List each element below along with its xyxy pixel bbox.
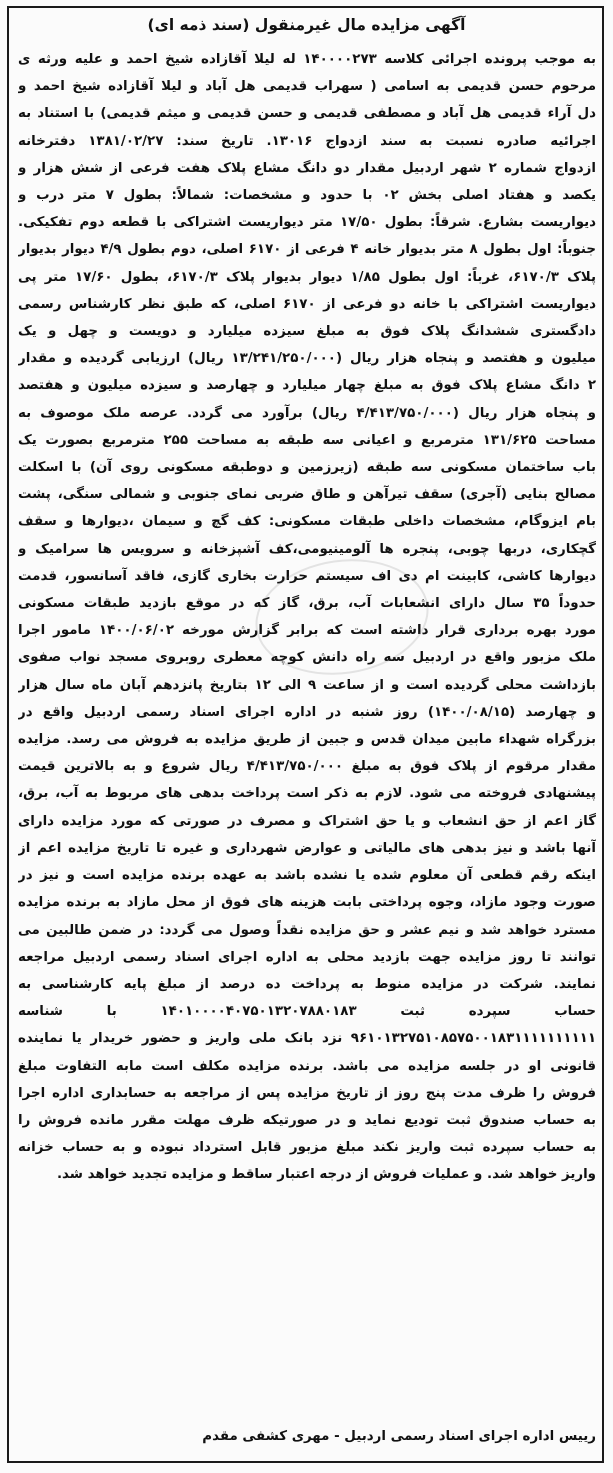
notice-line: میلیون و هفتصد و پنجاه هزار ریال (۱۳/۲۴۱/۲۵۰/۰۰۰ ریال) ارزیابی گردیده و مقدار — [18, 351, 596, 367]
notice-line: پلاک ۶۱۷۰/۳، غرباً: اول بطول ۱/۸۵ دیوار بدیوار پلاک ۶۱۷۰/۳، بطول ۱۷/۶۰ متر پی — [18, 269, 596, 285]
notice-line: به موجب پرونده اجرائی کلاسه ۱۴۰۰۰۰۲۷۳ له لیلا آقازاده شیخ احمد و علیه ورثه ی — [18, 52, 596, 67]
notice-line: به حساب صندوق ثبت تودیع نماید و در صورتیکه ظرف مهلت مقرر مانده فروش را — [18, 1112, 596, 1128]
notice-line: مقدار مرقوم از پلاک فوق به مبلغ ۴/۴۱۳/۷۵۰/۰۰۰ ریال شروع و به بالاترین قیمت — [18, 759, 596, 775]
notice-line: مورد بهره برداری قرار داشته است که برابر گزارش مورخه ۱۴۰۰/۰۶/۰۲ مامور اجرا — [18, 623, 596, 639]
notice-line: اجرائیه صادره نسبت به سند ازدواج ۱۳۰۱۶. تاریخ سند: ۱۳۸۱/۰۲/۲۷ دفترخانه — [18, 133, 596, 149]
notice-line: جنوباً: اول بطول ۸ متر بدیوار خانه ۴ فرعی از ۶۱۷۰ اصلی، دوم بطول ۴/۹ دیوار بدیوار — [18, 242, 596, 258]
notice-line: مرحوم حسن قدیمی به اسامی ( سهراب قدیمی هل آباد و لیلا آقازاده شیخ احمد و — [18, 79, 596, 95]
notice-line: گاز اعم از حق انشعاب و یا حق اشتراک و مصرف در صورتی که مورد مزایده دارای — [18, 813, 596, 829]
notice-line: توانند تا روز مزایده جهت بازدید محلی به اداره اجرای اسناد رسمی اردبیل مراجعه — [18, 949, 596, 965]
notice-line: باب ساختمان مسکونی سه طبقه (زیرزمین و دوطبقه مسکونی روی آن) با اسکلت — [18, 460, 596, 476]
notice-line: دل آراء قدیمی هل آباد و مصطفی قدیمی و حسن قدیمی و میثم قدیمی) با استناد به — [18, 106, 596, 122]
notice-line: نمایند. شرکت در مزایده منوط به پرداخت ده درصد از مبلغ پایه کارشناسی به — [18, 976, 596, 992]
notice-line: مساحت ۱۳۱/۶۲۵ مترمربع و اعیانی سه طبقه به مساحت ۲۵۵ مترمربع بصورت یک — [18, 432, 596, 448]
notice-line: ۲ دانگ مشاع پلاک فوق به مبلغ چهار میلیارد و چهارصد و سیزده میلیون و هفتصد — [18, 378, 596, 394]
notice-line: پیشنهادی فروخته می شود. لازم به ذکر است پرداخت بدهی های مربوط به آب، برق، — [18, 786, 596, 802]
notice-line: و چهارصد (۱۴۰۰/۰۸/۱۵) روز شنبه در اداره اجرای اسناد رسمی اردبیل واقع در — [18, 704, 596, 720]
notice-line: ازدواج شماره ۲ شهر اردبیل مقدار دو دانگ مشاع پلاک هفت فرعی از شش هزار و — [18, 160, 596, 176]
notice-line: بازداشت محلی گردیده است و از ساعت ۹ الی ۱۲ بتاریخ پانزدهم آبان ماه سال هزار — [18, 677, 596, 693]
notice-line: واریز خواهد شد. و عملیات فروش از درجه اعتبار ساقط و مزایده تجدید خواهد شد. — [56, 1167, 596, 1183]
notice-line: به حساب سپرده ثبت واریز نکند مبلغ مزبور قابل استرداد نبوده و به حساب خزانه — [18, 1140, 596, 1156]
notice-line: دیوارها کاشی، کابینت ام دی اف سیستم حرارت بخاری گازی، فاقد آسانسور، قدمت — [18, 568, 596, 584]
notice-line: دادگستری ششدانگ پلاک فوق به مبلغ سیزده میلیارد و دویست و چهل و یک — [18, 324, 596, 340]
notice-line: فروش را ظرف مدت پنج روز از تاریخ مزایده پس از مراجعه به حسابداری اداره اجرا — [18, 1085, 596, 1101]
notice-line: ملک مزبور واقع در اردبیل سه راه دانش کوچه معطری روبروی مسجد نواب صفوی — [18, 650, 596, 666]
notice-line: آنها باشد و نیز بدهی های مالیاتی و عوارض شهرداری و غیره تا تاریخ مزایده اعم از — [18, 840, 596, 856]
notice-line: و پنجاه هزار ریال (۴/۴۱۳/۷۵۰/۰۰۰ ریال) برآورد می گردد. عرصه ملک موصوف به — [18, 405, 596, 421]
notice-line: مصالح بنایی (آجری) سقف تیرآهن و طاق ضربی نمای جنوبی و شمالی سنگی، پشت — [18, 487, 596, 503]
notice-line: گچکاری، دربها چوبی، پنجره ها آلومینیومی،کف آشپزخانه و سرویس ها سرامیک و — [18, 541, 596, 557]
notice-line: دیواریست اشتراکی با خانه دو فرعی از ۶۱۷۰ اصلی، که طبق نظر کارشناس رسمی — [18, 296, 596, 312]
notice-line: اینکه رقم قطعی آن معلوم شده یا نشده باشد به عهده برنده مزایده است و نیز در — [18, 868, 596, 884]
notice-line: دیواریست بشارع. شرقاً: بطول ۱۷/۵۰ متر دیواریست اشتراکی با قطعه دوم تفکیکی. — [18, 215, 596, 231]
notice-line: بزرگراه شهداء مابین میدان قدس و جبین از طریق مزایده به فروش می رسد. مزایده — [18, 732, 596, 748]
notice-line: قانونی او در جلسه مزایده می باشد. برنده مزایده مکلف است مابه التفاوت مبلغ — [18, 1058, 596, 1074]
notice-body — [18, 46, 596, 1189]
notice-line: مسترد خواهد شد و نیم عشر و حق مزایده نقداً وصول می گردد: در ضمن طالبین می — [18, 922, 596, 938]
notice-line: یکصد و هفتاد اصلی بخش ۰۲ با حدود و مشخصات: شمالاً: بطول ۷ متر درب و — [18, 188, 596, 204]
notice-line: حساب سپرده ثبت ۱۴۰۱۰۰۰۰۴۰۷۵۰۱۳۲۰۷۸۸۰۱۸۳ با شناسه — [18, 1004, 596, 1020]
notice-line: حدوداً ۳۵ سال دارای انشعابات آب، برق، گاز که در موقع بازدید طبقات مسکونی — [18, 596, 596, 612]
notice-line: بام ایزوگام، مشخصات داخلی طبقات مسکونی: کف گچ و سیمان ،دیوارها و سقف — [18, 514, 596, 530]
notice-line: صورت وجود مازاد، وجوه پرداختی بابت هزینه های فوق از محل مازاد به برنده مزایده — [18, 895, 596, 911]
notice-title: آگهی مزایده مال غیرمنقول (سند ذمه ای) — [147, 16, 466, 34]
notice-line: ۹۶۱۰۱۳۲۷۵۱۰۸۵۷۵۰۰۱۸۳۱۱۱۱۱۱۱۱۱۱ نزد بانک ملی واریز و حضور خریدار یا نماینده — [18, 1031, 596, 1047]
notice-signature: رییس اداره اجرای اسناد رسمی اردبیل - مهری کشفی مقدم — [202, 1429, 596, 1444]
